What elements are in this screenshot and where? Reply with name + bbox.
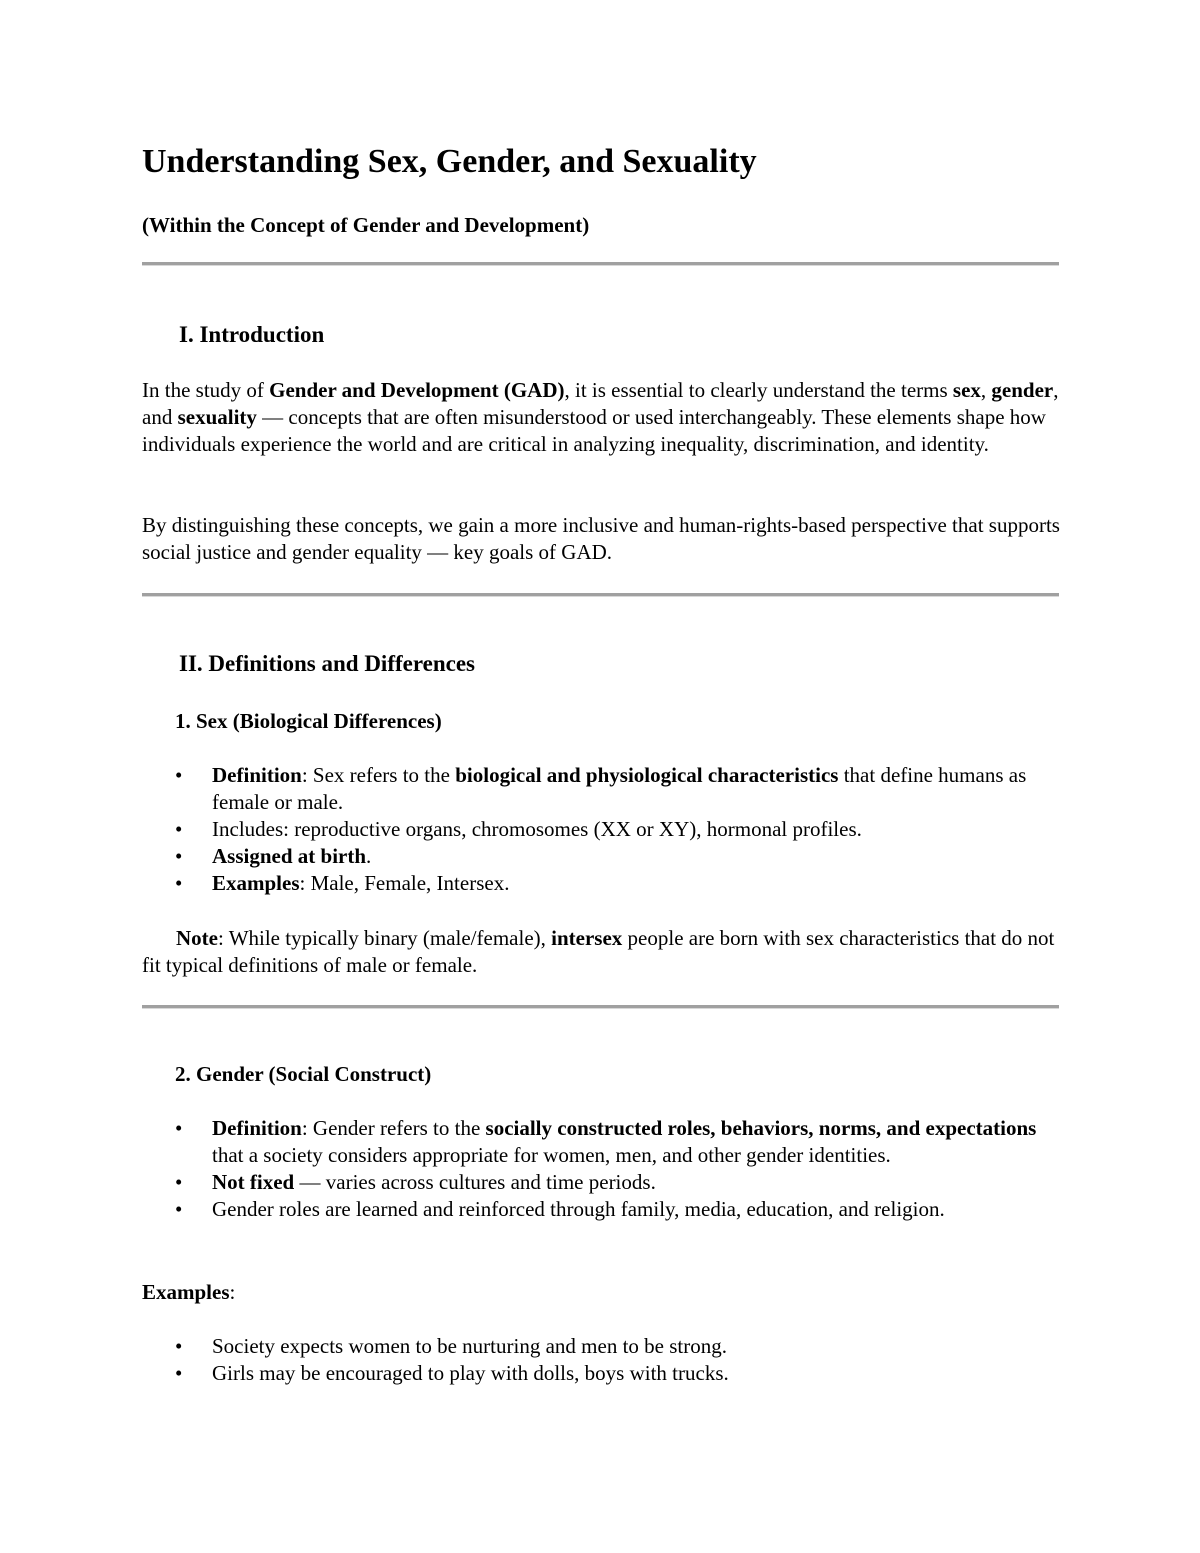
list-item — [142, 1360, 1072, 1387]
bullet-icon: • — [175, 1197, 183, 1221]
list-item — [142, 762, 1072, 816]
horizontal-rule — [142, 593, 1059, 597]
subsection-heading-sex: 1. Sex (Biological Differences) — [175, 709, 442, 733]
list-item — [142, 843, 1072, 870]
text-run: : Sex refers to the — [301, 763, 456, 787]
text-run: Gender roles are learned and reinforced through family, media, education, and religion. — [212, 1197, 945, 1221]
bold-term: Gender and Development (GAD) — [269, 378, 565, 402]
intro-paragraph-1 — [142, 377, 1072, 458]
bold-term: gender — [991, 378, 1054, 402]
text-run: Girls may be encouraged to play with dolls, boys with trucks. — [212, 1361, 729, 1385]
text-run: . — [366, 844, 372, 868]
examples-label-paragraph — [142, 1279, 1072, 1306]
bold-term: socially constructed roles, behaviors, norms, and expectations — [485, 1116, 1037, 1140]
bullet-icon: • — [175, 844, 183, 868]
bullet-icon: • — [175, 1361, 183, 1385]
bullet-icon: • — [175, 1334, 183, 1358]
bullet-icon: • — [175, 1170, 183, 1194]
sex-bullet-list — [142, 762, 1072, 897]
text-run: people are born with sex characteristics that do not fit typical definitions of male or female. — [142, 926, 1055, 977]
bullet-icon: • — [175, 1116, 183, 1140]
text-run: Includes: reproductive organs, chromosomes (XX or XY), hormonal profiles. — [212, 817, 862, 841]
text-run: , it is essential to clearly understand the terms — [564, 378, 953, 402]
text-run: : — [229, 1280, 236, 1304]
text-run: Society expects women to be nurturing and men to be strong. — [212, 1334, 727, 1358]
bullet-icon: • — [175, 817, 183, 841]
section-heading-definitions: II. Definitions and Differences — [179, 651, 476, 676]
intro-paragraph-2 — [142, 512, 1072, 566]
text-run: that define humans as female or male. — [212, 763, 1027, 814]
sex-note-paragraph — [142, 925, 1072, 979]
bold-term: Examples — [212, 871, 300, 895]
gender-examples-list — [142, 1333, 1072, 1387]
gender-bullet-list — [142, 1115, 1072, 1223]
text-run: In the study of — [142, 378, 270, 402]
text-run: , and — [142, 378, 1059, 429]
text-run: , — [980, 378, 992, 402]
text-run: — varies across cultures and time periods. — [294, 1170, 656, 1194]
bold-term: sex — [952, 378, 981, 402]
bold-term: Note — [176, 926, 218, 950]
text-run: : Male, Female, Intersex. — [299, 871, 510, 895]
list-item — [142, 1333, 1072, 1360]
section-heading-introduction: I. Introduction — [179, 322, 325, 347]
list-item — [142, 1115, 1072, 1169]
bold-term: sexuality — [177, 405, 257, 429]
list-item — [142, 1196, 1072, 1223]
list-item — [142, 1169, 1072, 1196]
bold-term: Not fixed — [212, 1170, 295, 1194]
horizontal-rule — [142, 262, 1059, 266]
bold-term: Definition — [212, 763, 302, 787]
examples-label: Examples — [142, 1280, 230, 1304]
bullet-icon: • — [175, 763, 183, 787]
bold-term: Assigned at birth — [212, 844, 367, 868]
document-title: Understanding Sex, Gender, and Sexuality — [142, 143, 757, 180]
text-run: — concepts that are often misunderstood or used interchangeably. These elements shape how individuals experience the world and are critical in analyzing inequality, discrimination, and identity. — [142, 405, 1046, 456]
paragraph-text: By distinguishing these concepts, we gain a more inclusive and human-rights-based perspective that supports social justice and gender equality — key goals of GAD. — [142, 513, 1060, 564]
bold-term: biological and physiological characteristics — [455, 763, 839, 787]
text-run: : Gender refers to the — [301, 1116, 486, 1140]
text-run: that a society considers appropriate for women, men, and other gender identities. — [212, 1143, 891, 1167]
list-item — [142, 816, 1072, 843]
subsection-heading-gender: 2. Gender (Social Construct) — [175, 1062, 432, 1086]
horizontal-rule — [142, 1005, 1059, 1009]
bold-term: Definition — [212, 1116, 302, 1140]
bold-term: intersex — [551, 926, 623, 950]
list-item — [142, 870, 1072, 897]
bullet-icon: • — [175, 871, 183, 895]
document-subtitle: (Within the Concept of Gender and Development) — [142, 213, 590, 237]
text-run: : While typically binary (male/female), — [217, 926, 552, 950]
